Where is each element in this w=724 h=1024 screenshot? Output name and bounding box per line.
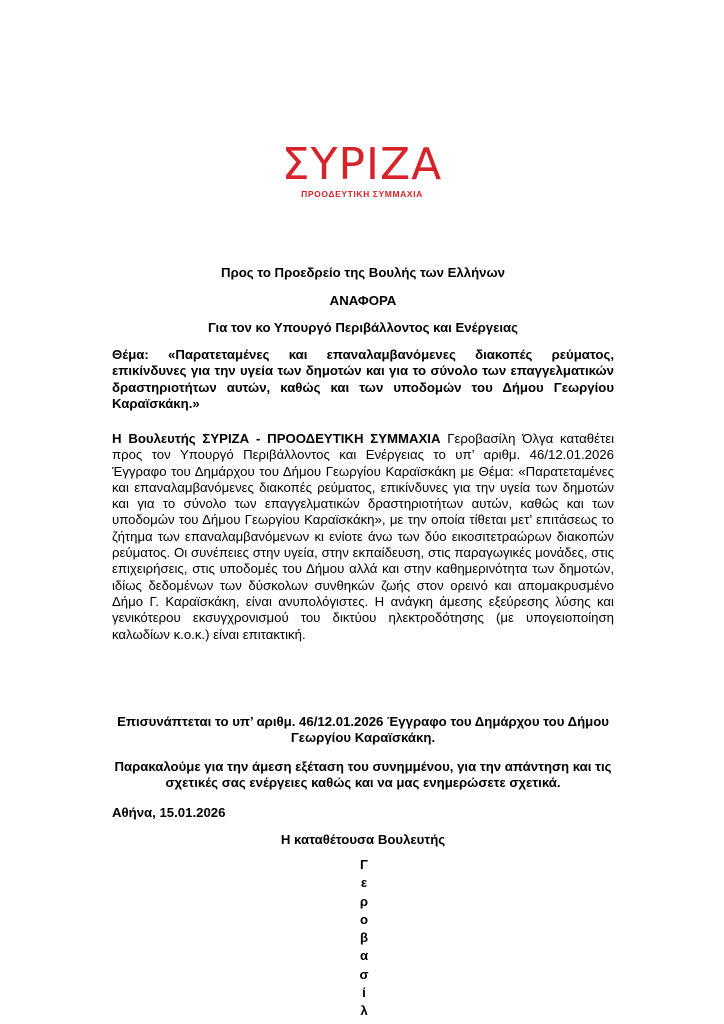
- logo-wordmark: ΣΥΡΙΖΑ: [281, 139, 443, 190]
- signature-title: Η καταθέτουσα Βουλευτής: [280, 832, 446, 847]
- request-note: Παρακαλούμε για την άμεση εξέταση του συνημμένου, για την απάντηση και τις σχετικές σας ενέργειες καθώς και να μας ενημερώσετε σχετικά.: [114, 759, 612, 790]
- signature-letter: α: [359, 948, 369, 964]
- signature-letter: ε: [360, 875, 368, 891]
- signature-letter: β: [359, 930, 369, 946]
- body-text: Γεροβασίλη Όλγα καταθέτει προς τον Υπουργό Περιβάλλοντος και Ενέργειας το υπ’ αριθμ. 46/12.01.2026 Έγγραφο του Δημάρχου του Δήμου Γεωργίου Καραϊσκάκη με Θέμα: «Παρατεταμένες και επαναλαμβανόμενες διακοπές ρεύματος, επικίνδυνες για την υγεία των δημοτών και για το σύνολο των επαγγελματικών δραστηριοτήτων αυτών, καθώς και των υποδομών του Δήμου Γεωργίου Καραϊσκάκη», με την οποία τίθεται μετ’ επιτάσεως το ζήτημα των επαναλαμβανόμενων κι ενίοτε άνω των δύο εικοσιτετραώρων διακοπών ρεύματος. Οι συνέπειες στην υγεία, στην εκπαίδευση, στις παραγωγικές μονάδες, στις επιχειρήσεις, στις υποδομές του Δήμου αλλά και στην καθημερινότητα των δημοτών, ιδίως δεδομένων των δύσκολων συνθηκών ζωής στον ορεινό και απομακρυσμένο Δήμο Γ. Καραϊσκάκη, είναι ανυπολόγιστες. Η ανάγκη άμεσης εξεύρεσης λύσης και γενικότερου εκσυγχρονισμού του δικτύου ηλεκτροδότησης (με υπογειοποίηση καλωδίων κ.ο.κ.) είναι επιτακτική.: [112, 431, 614, 642]
- signature-letter: Γ: [360, 857, 368, 872]
- signature-letter: ί: [362, 985, 366, 1001]
- signature-letter: λ: [360, 1003, 368, 1019]
- logo-subtitle: ΠΡΟΟΔΕΥΤΙΚΗ ΣΥΜΜΑΧΙΑ: [301, 189, 423, 199]
- addressee-line: Προς το Προεδρείο της Βουλής των Ελλήνων: [221, 265, 505, 280]
- syriza-logo: [272, 139, 452, 203]
- body-lead-bold: Η Βουλευτής ΣΥΡΙΖΑ - ΠΡΟΟΔΕΥΤΙΚΗ ΣΥΜΜΑΧΙΑ: [112, 431, 441, 446]
- signature-letter: ο: [359, 911, 369, 927]
- signature-letter: σ: [359, 966, 369, 982]
- body-paragraph: [112, 431, 614, 643]
- signature-letter: ρ: [359, 893, 369, 909]
- subject-paragraph: Θέμα: «Παρατεταμένες και επαναλαμβανόμενες διακοπές ρεύματος, επικίνδυνες για την υγεία των δημοτών και για το σύνολο των επαγγελματικών δραστηριοτήτων αυτών, καθώς και των υποδομών του Δήμου Γεωργίου Καραϊσκάκη.»: [112, 347, 614, 411]
- recipient-line: Για τον κο Υπουργό Περιβάλλοντος και Ενέργειας: [208, 320, 518, 335]
- attachment-note: Επισυνάπτεται το υπ’ αριθμ. 46/12.01.2026 Έγγραφο του Δημάρχου του Δήμου Γεωργίου Καραϊσκάκη.: [117, 714, 609, 745]
- date-line: Αθήνα, 15.01.2026: [112, 805, 226, 820]
- signature-name-vertical: [354, 856, 374, 1021]
- document-type-heading: ΑΝΑΦΟΡΑ: [329, 293, 397, 308]
